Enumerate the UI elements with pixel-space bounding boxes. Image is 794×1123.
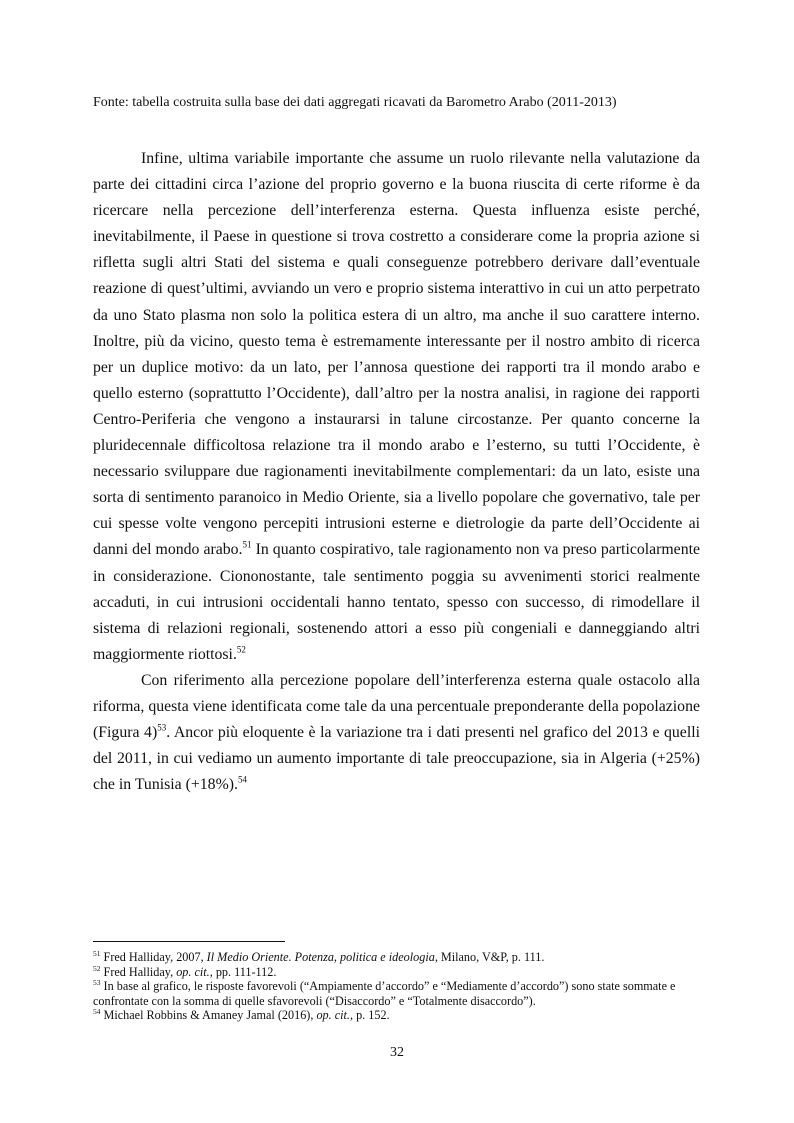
footnote-separator	[93, 941, 285, 942]
footnote-ref-54[interactable]: 54	[237, 774, 247, 785]
footnote-number: 54	[93, 1007, 101, 1017]
footnote-text: Fred Halliday, 2007,	[100, 950, 207, 964]
footnote-text: , pp. 111-112.	[209, 964, 277, 979]
paragraph-2-text-a: Con riferimento alla percezione popolare dell’interferenza esterna quale ostacolo alla riforma, questa viene identificata come tale da una percentuale preponderante della popolazione (Figura 4)	[93, 671, 700, 742]
body-text	[93, 146, 700, 798]
footnote-52	[93, 965, 700, 980]
footnote-ref-53[interactable]: 53	[157, 722, 167, 733]
footnote-ref-51[interactable]: 51	[242, 540, 252, 551]
footnote-number: 53	[93, 978, 101, 988]
footnote-text: , Milano, V&P, p. 111.	[434, 950, 545, 964]
paragraph-1-text-a: Infine, ultima variabile importante che assume un ruolo rilevante nella valutazione da parte dei cittadini circa l’azione del proprio governo e la buona riuscita di certe riforme è da ricercare nella percezione dell’interferenza esterna. Questa influenza esiste perché, inevitabilmente, il Paese in questione si trova costretto a considerare come la propria azione si rifletta sugli altri Stati del sistema e quali conseguenze potrebbero derivare dall’eventuale reazione di quest’ultimi, avviando un vero e proprio sistema interattivo in cui un atto perpetrato da uno Stato plasma non solo la politica estera di un altro, ma anche il suo carattere interno. Inoltre, più da vicino, questo tema è estremamente interessante per il nostro ambito di ricerca per un duplice motivo: da un lato, per l’annosa questione dei rapporti tra il mondo arabo e quello esterno (soprattutto l’Occidente), dall’altro per la nostra analisi, in ragione dei rapporti Centro-Periferia che vengono a instaurarsi in talune circostanze. Per quanto concerne la pluridecennale difficoltosa relazione tra il mondo arabo e l’esterno, su tutti l’Occidente, è necessario sviluppare due ragionamenti inevitabilmente complementari: da un lato, esiste una sorta di sentimento paranoico in Medio Oriente, sia a livello popolare che governativo, tale per cui spesse volte vengono percepiti intrusioni esterne e dietrologie da parte dell’Occidente ai danni del mondo arabo.	[93, 150, 700, 559]
footnote-number: 51	[93, 948, 101, 958]
footnote-title: op. cit.	[176, 964, 210, 979]
paragraph-1	[93, 146, 700, 668]
page-number: 32	[390, 1045, 404, 1060]
footnote-title: op. cit.	[316, 1008, 350, 1023]
footnote-54	[93, 1008, 700, 1023]
footnote-number: 52	[93, 963, 101, 973]
footnote-53	[93, 979, 700, 1008]
footnote-text: , p. 152.	[349, 1008, 390, 1023]
paragraph-2	[93, 668, 700, 798]
footnote-text: Fred Halliday,	[100, 964, 177, 979]
paragraph-1-text-b: In quanto cospirativo, tale ragionamento non va preso particolarmente in considerazione. Ciononostante, tale sentimento poggia su avvenimenti storici realmente accaduti, in cui intrusioni occidentali hanno tentato, spesso con successo, di rimodellare il sistema di relazioni regionali, sostenendo attori a esso più congeniali e danneggiando altri maggiormente riottosi.	[93, 541, 700, 663]
paragraph-2-text-b: . Ancor più eloquente è la variazione tra i dati presenti nel grafico del 2013 e quelli del 2011, in cui vediamo un aumento importante di tale preoccupazione, sia in Algeria (+25%) che in Tunisia (+18%).	[93, 724, 700, 794]
footnote-text: Michael Robbins & Amaney Jamal (2016),	[100, 1008, 317, 1023]
footnotes	[93, 950, 700, 1023]
footnote-51	[93, 950, 700, 965]
footnote-ref-52[interactable]: 52	[236, 644, 246, 655]
table-source-caption: Fonte: tabella costruita sulla base dei dati aggregati ricavati da Barometro Arabo (2011-2013)	[93, 95, 617, 110]
footnote-title: Il Medio Oriente. Potenza, politica e ideologia	[206, 950, 435, 964]
footnote-text: In base al grafico, le risposte favorevoli (“Ampiamente d’accordo” e “Mediamente d’accordo”) sono state sommate e confrontate con la somma di quelle sfavorevoli (“Disaccordo” e “Totalmente disaccordo”).	[93, 979, 676, 1008]
